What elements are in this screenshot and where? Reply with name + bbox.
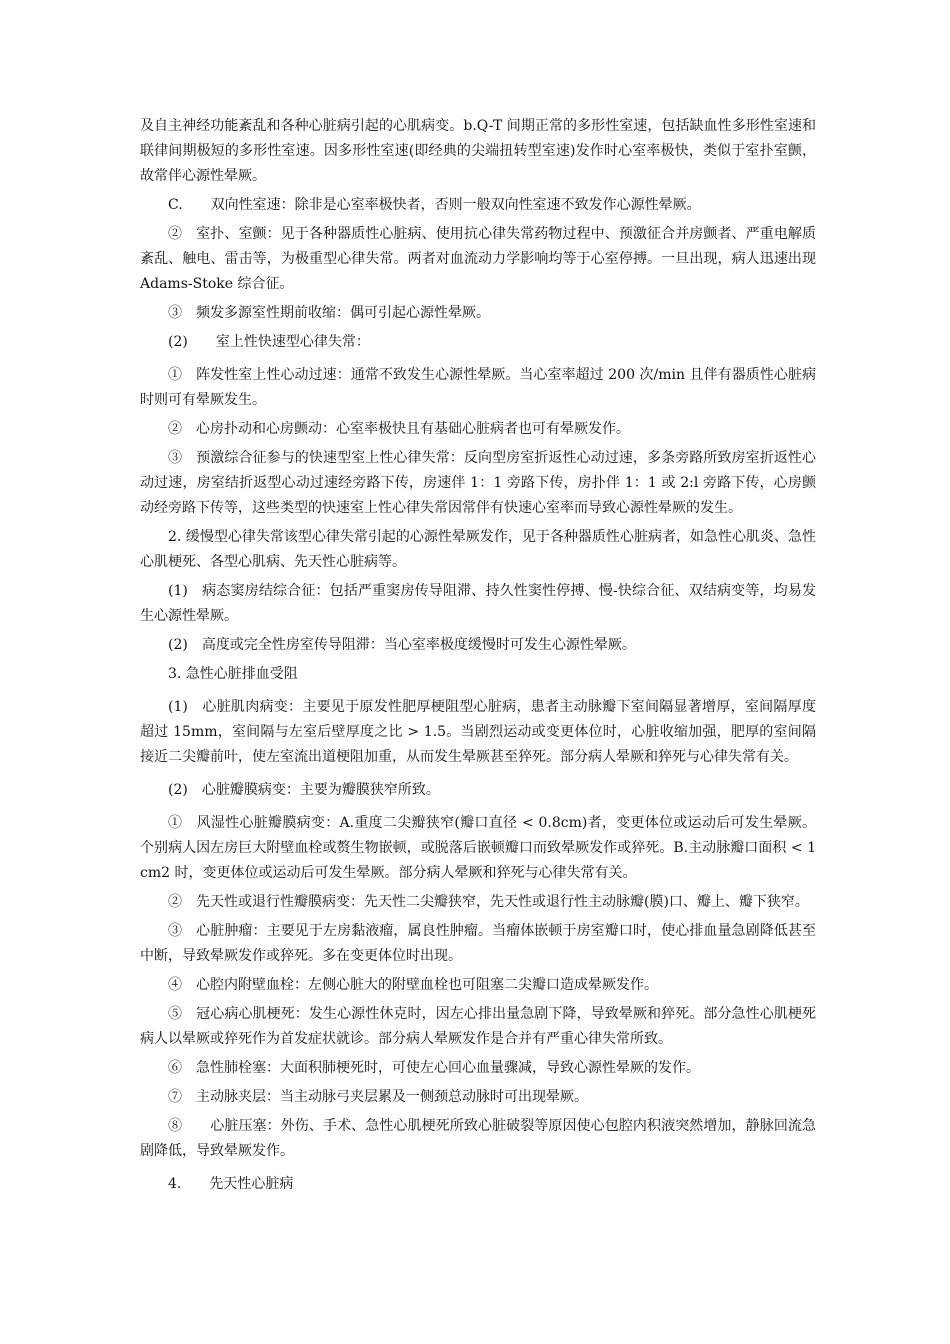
paragraph-9: 2. 缓慢型心律失常该型心律失常引起的心源性晕厥发作，见于各种器质性心脏病者，如急性心肌炎、急性心肌梗死、各型心肌病、先天性心脏病等。: [140, 529, 816, 570]
paragraph-13: (1) 心脏肌肉病变：主要见于原发性肥厚梗阻型心脏病，患者主动脉瓣下室间隔显著增厚，室间隔厚度超过 15mm，室间隔与左室后壁厚度之比 > 1.5。当剧烈运动或变更体位时，心脏收缩加强，肥厚的室间隔接近二尖瓣前叶，使左室流出道梗阻加重，从而发生晕厥甚至猝死。部分病人晕厥和猝死与心律失常有关。: [140, 699, 816, 765]
paragraph-15: ① 风湿性心脏瓣膜病变：A.重度二尖瓣狭窄(瓣口直径 < 0.8cm)者，变更体位或运动后可发生晕厥。个别病人因左房巨大附壁血栓或赘生物嵌顿，或脱落后嵌顿瓣口而致晕厥发作或猝死。B.主动脉瓣口面积 < 1cm2 时，变更体位或运动后可发生晕厥。部分病人晕厥和猝死与心律失常有关。: [140, 815, 816, 881]
paragraph-6: ① 阵发性室上性心动过速：通常不致发生心源性晕厥。当心室率超过 200 次/min 且伴有器质性心脏病时则可有晕厥发生。: [140, 367, 816, 408]
paragraph-2: C. 双向性室速：除非是心室率极快者，否则一般双向性室速不致发作心源性晕厥。: [168, 197, 701, 213]
paragraph-1: 及自主神经功能紊乱和各种心脏病引起的心肌病变。b.Q-T 间期正常的多形性室速，包括缺血性多形性室速和联律间期极短的多形性室速。因多形性室速(即经典的尖端扭转型室速)发作时心室率极快，类似于室扑室颤，故常伴心源性晕厥。: [140, 118, 816, 184]
paragraph-16: ② 先天性或退行性瓣膜病变：先天性二尖瓣狭窄，先天性或退行性主动脉瓣(膜)口、瓣上、瓣下狭窄。: [168, 894, 809, 910]
paragraph-12: 3. 急性心脏排血受阻: [168, 666, 298, 682]
paragraph-11: (2) 高度或完全性房室传导阻滞：当心室率极度缓慢时可发生心源性晕厥。: [168, 637, 636, 653]
paragraph-7: ② 心房扑动和心房颤动：心室率极快且有基础心脏病者也可有晕厥发作。: [168, 421, 630, 437]
paragraph-3: ② 室扑、室颤：见于各种器质性心脏病、使用抗心律失常药物过程中、预激征合并房颤者、严重电解质紊乱、触电、雷击等，为极重型心律失常。两者对血流动力学影响均等于心室停搏。一旦出现，病人迅速出现 Adams-Stoke 综合征。: [140, 226, 816, 292]
paragraph-17: ③ 心脏肿瘤：主要见于左房黏液瘤，属良性肿瘤。当瘤体嵌顿于房室瓣口时，使心排血量急剧降低甚至中断，导致晕厥发作或猝死。多在变更体位时出现。: [140, 923, 816, 964]
paragraph-18: ④ 心腔内附壁血栓：左侧心脏大的附壁血栓也可阻塞二尖瓣口造成晕厥发作。: [168, 977, 658, 993]
paragraph-8: ③ 预激综合征参与的快速型室上性心律失常：反向型房室折返性心动过速，多条旁路所致房室折返性心动过速，房室结折返型心动过速经旁路下传，房速伴 1：1 旁路下传，房扑伴 1：1 或 2:l 旁路下传，心房颤动经旁路下传等，这些类型的快速室上性心律失常因常伴有快速心室率而导致心源性晕厥的发生。: [140, 450, 816, 516]
paragraph-4: ③ 频发多源室性期前收缩：偶可引起心源性晕厥。: [168, 305, 490, 321]
document-body: [140, 114, 816, 1201]
paragraph-10: (1) 病态窦房结综合征：包括严重窦房传导阻滞、持久性窦性停搏、慢-快综合征、双结病变等，均易发生心源性晕厥。: [140, 583, 816, 624]
paragraph-21: ⑦ 主动脉夹层：当主动脉弓夹层累及一侧颈总动脉时可出现晕厥。: [168, 1089, 588, 1105]
paragraph-5: (2) 室上性快速型心律失常：: [168, 334, 370, 350]
paragraph-22: ⑧ 心脏压塞：外伤、手术、急性心肌梗死所致心脏破裂等原因使心包腔内积液突然增加，静脉回流急剧降低，导致晕厥发作。: [140, 1118, 816, 1159]
paragraph-19: ⑤ 冠心病心肌梗死：发生心源性休克时，因左心排出量急剧下降，导致晕厥和猝死。部分急性心肌梗死病人以晕厥或猝死作为首发症状就诊。部分病人晕厥发作是合并有严重心律失常所致。: [140, 1006, 816, 1047]
paragraph-14: (2) 心脏瓣膜病变：主要为瓣膜狭窄所致。: [168, 782, 440, 798]
paragraph-23: 4. 先天性心脏病: [168, 1176, 294, 1192]
paragraph-20: ⑥ 急性肺栓塞：大面积肺梗死时，可使左心回心血量骤减，导致心源性晕厥的发作。: [168, 1060, 700, 1076]
